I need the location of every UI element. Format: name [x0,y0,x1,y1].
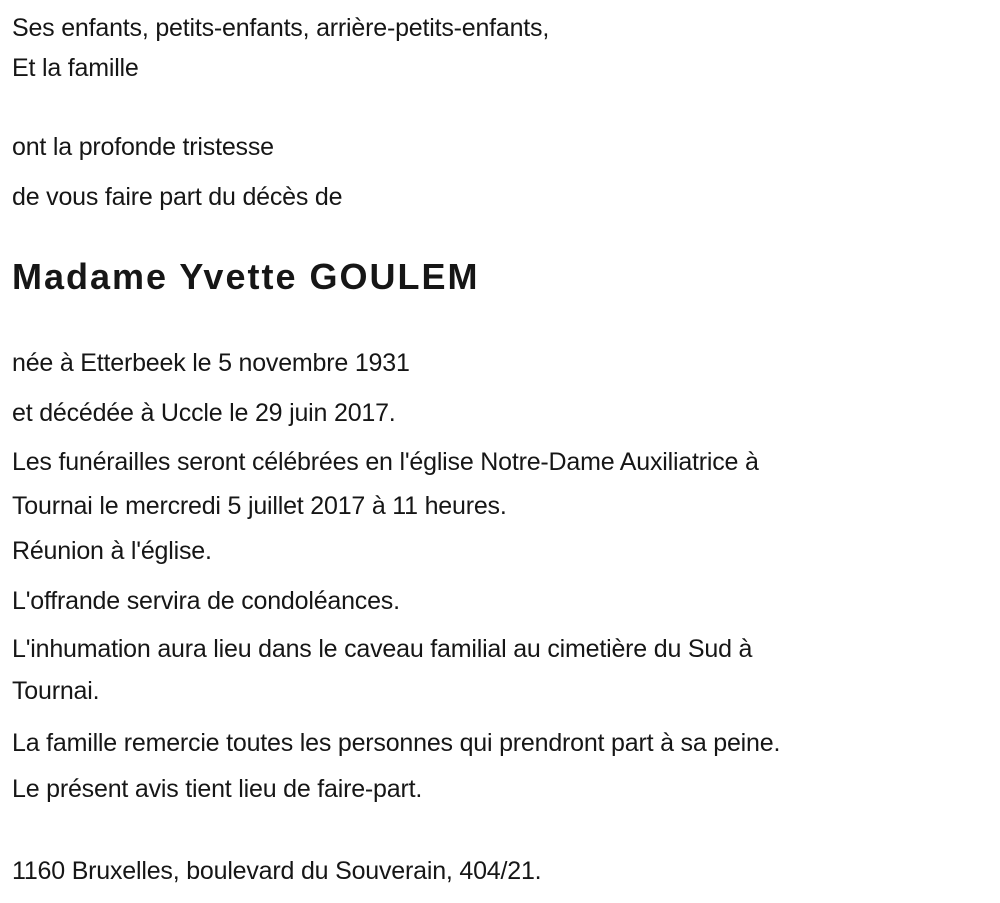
offering-line: L'offrande servira de condoléances. [12,587,400,615]
thanks-line: La famille remercie toutes les personnes qui prendront part à sa peine. [12,729,781,757]
family-intro [12,8,982,88]
funeral-paragraph [12,440,982,528]
faire-part-line: Le présent avis tient lieu de faire-part. [12,775,423,803]
funeral-line: Les funérailles seront célébrées en l'église Notre-Dame Auxiliatrice à [12,448,759,476]
funeral-line: Tournai le mercredi 5 juillet 2017 à 11 heures. [12,492,507,520]
announcement-line: de vous faire part du décès de [12,183,343,211]
family-line: Ses enfants, petits-enfants, arrière-petits-enfants, [12,14,550,42]
address-line: 1160 Bruxelles, boulevard du Souverain, 404/21. [12,857,542,885]
meeting-line: Réunion à l'église. [12,537,212,565]
birth-line: née à Etterbeek le 5 novembre 1931 [12,349,410,377]
burial-paragraph [12,628,982,712]
burial-line: L'inhumation aura lieu dans le caveau familial au cimetière du Sud à [12,635,753,663]
death-line: et décédée à Uccle le 29 juin 2017. [12,399,396,427]
announcement-line: ont la profonde tristesse [12,133,274,161]
burial-line: Tournai. [12,677,100,705]
family-line: Et la famille [12,54,139,82]
deceased-name: Madame Yvette GOULEM [12,256,480,297]
